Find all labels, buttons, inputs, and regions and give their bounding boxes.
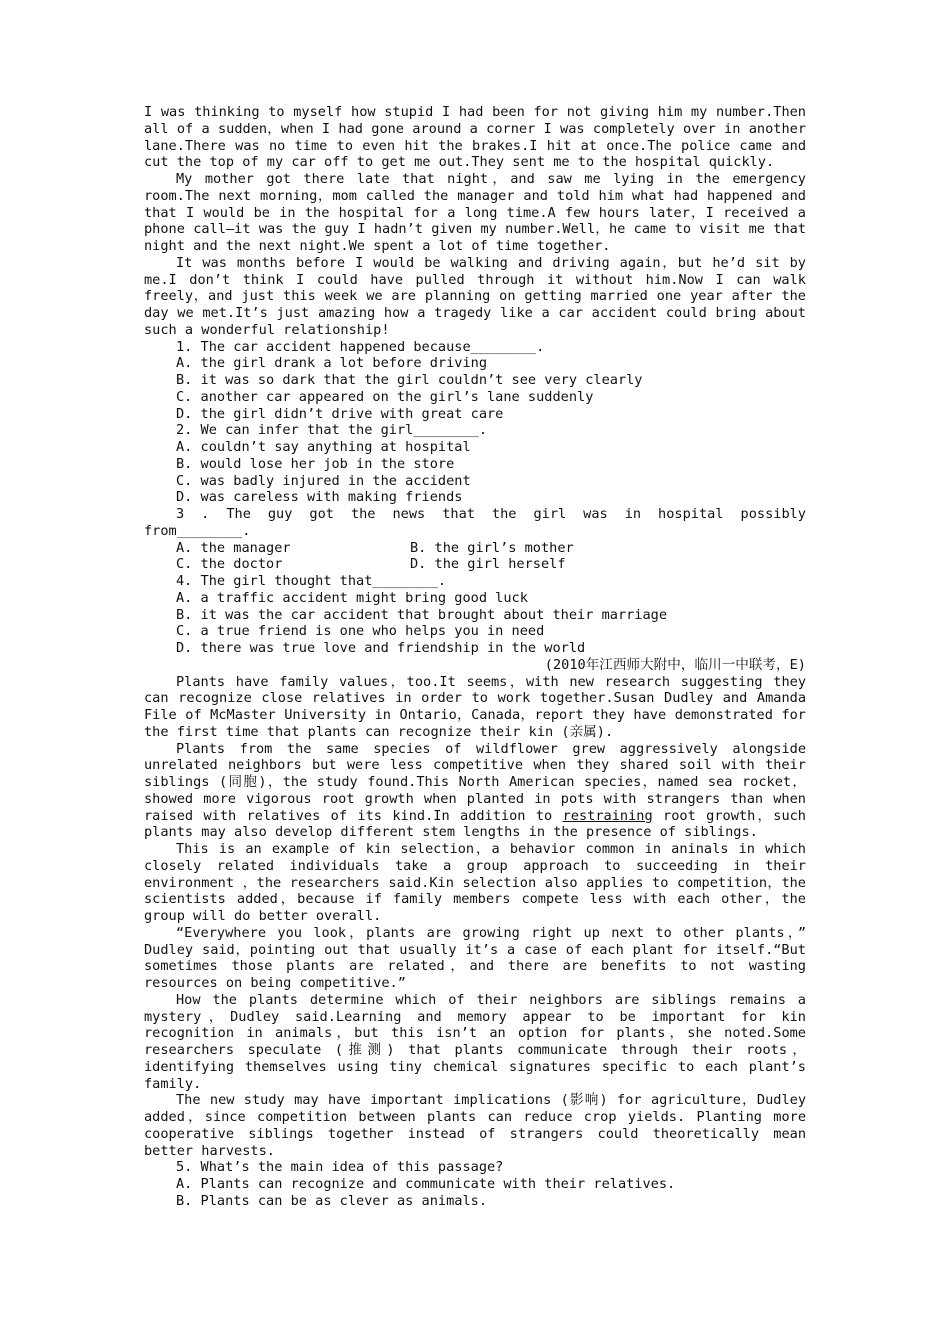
question-3-option-c: C. the doctor — [176, 556, 283, 573]
question-1-option-c: C. another car appeared on the girl’s lane suddenly — [176, 388, 594, 405]
passage-e-paragraph-6: The new study may have important implications (影响) for agriculture，Dudley added，since competition between plants can reduce crop yields. Planting more cooperative siblings together instead of strangers could theoretically mean better harvests. — [144, 1092, 806, 1159]
passage-e-paragraph-5: How the plants determine which of their neighbors are siblings remains a mystery，Dudley said.Learning and memory appear to be important for kin recognition in animals，but this isn’t an option for plants，she noted.Some researchers speculate (推测) that plants communicate through their roots，identifying themselves using tiny chemical signatures specific to each plant’s family. — [144, 991, 806, 1092]
question-3: 3 . The guy got the news that the girl was in hospital possibly from________. — [144, 506, 806, 539]
question-3-option-b: B. the girl’s mother — [410, 539, 574, 556]
document-page — [144, 104, 806, 1210]
question-3-options-row-2 — [144, 556, 806, 573]
question-4-option-a: A. a traffic accident might bring good luck — [176, 589, 528, 606]
passage-d-paragraph-1: I was thinking to myself how stupid I had been for not giving him my number.Then all of a sudden，when I had gone around a corner I was completely over in another lane.There was no time to even hit the brakes.I hit at once.The police came and cut the top of my car off to get me out.They sent me to the hospital quickly. — [144, 104, 806, 171]
passage-e-paragraph-1: Plants have family values，too.It seems，with new research suggesting they can recognize close relatives in order to work together.Susan Dudley and Amanda File of McMaster University in Ontario，Canada，report they have demonstrated for the first time that plants can recognize their kin (亲属). — [144, 673, 806, 740]
question-1-option-d: D. the girl didn’t drive with great care — [176, 405, 504, 422]
question-3-option-d: D. the girl herself — [410, 556, 566, 573]
question-1-option-a: A. the girl drank a lot before driving — [176, 355, 487, 372]
question-4-option-d: D. there was true love and friendship in the world — [176, 640, 586, 656]
passage-e-paragraph-2-start: Plants from the same species of wildflower grew aggressively alongside unrelated neighbors but were less competitive when they shared soil with their siblings (同胞)，the study found.This North American species，named sea rocket，showed more vigorous root growth when planted in pots with strangers than when raised with relatives of its kind.In addition to — [144, 740, 806, 824]
passage-d-paragraph-2: My mother got there late that night，and saw me lying in the emergency room.The next morning，mom called the manager and told him what had happened and that I would be in the hospital for a long time.A few hours later，I received a phone call—it was the guy I hadn’t given my number.Well，he came to visit me that night and the next night.We spent a lot of time together. — [144, 171, 806, 254]
question-3-option-a: A. the manager — [176, 539, 291, 556]
question-1: 1. The car accident happened because________. — [176, 338, 545, 355]
question-2-option-a: A. couldn’t say anything at hospital — [176, 439, 471, 455]
passage-e-paragraph-3: This is an example of kin selection，a behavior common in aninals in which closely related individuals take a group approach to succeeding in their environment ，the researchers said.Kin selection also applies to competition，the scientists added，because if family members compete less with each other，the group will do better overall. — [144, 841, 806, 924]
question-5-option-b: B. Plants can be as clever as animals. — [176, 1192, 487, 1209]
source-note: (2010年江西师大附中，临川一中联考，E) — [544, 656, 806, 673]
passage-e-paragraph-2-end: root growth，such plants may also develop different stem lengths in the presence of siblings. — [144, 807, 806, 841]
question-2-option-b: B. would lose her job in the store — [176, 455, 455, 472]
question-2-option-d: D. was careless with making friends — [176, 489, 463, 506]
question-3-options-row-1 — [144, 540, 806, 557]
passage-e-paragraph-4: “Everywhere you look，plants are growing right up next to other plants，” Dudley said，pointing out that usually it’s a case of each plant for itself.“But sometimes those plants are related，and there are benefits to not wasting resources on being competitive.” — [144, 924, 806, 991]
question-5-option-a: A. Plants can recognize and communicate with their relatives. — [176, 1176, 676, 1192]
passage-e-paragraph-2 — [144, 741, 806, 842]
question-4-option-b: B. it was the car accident that brought about their marriage — [176, 606, 668, 623]
question-2: 2. We can infer that the girl________. — [176, 422, 487, 439]
question-1-option-b: B. it was so dark that the girl couldn’t see very clearly — [176, 372, 643, 388]
passage-d-paragraph-3: It was months before I would be walking and driving again，but he’d sit by me.I don’t think I could have pulled through it without him.Now I can walk freely，and just this week we are planning on getting married one year after the day we met.It’s just amazing how a tragedy like a car accident could bring about such a wonderful relationship! — [144, 254, 806, 338]
underlined-word: restraining — [562, 807, 653, 824]
question-4: 4. The girl thought that________. — [176, 573, 447, 589]
question-4-option-c: C. a true friend is one who helps you in need — [176, 623, 545, 640]
question-2-option-c: C. was badly injured in the accident — [176, 472, 471, 489]
question-5: 5. What’s the main idea of this passage? — [176, 1159, 504, 1176]
